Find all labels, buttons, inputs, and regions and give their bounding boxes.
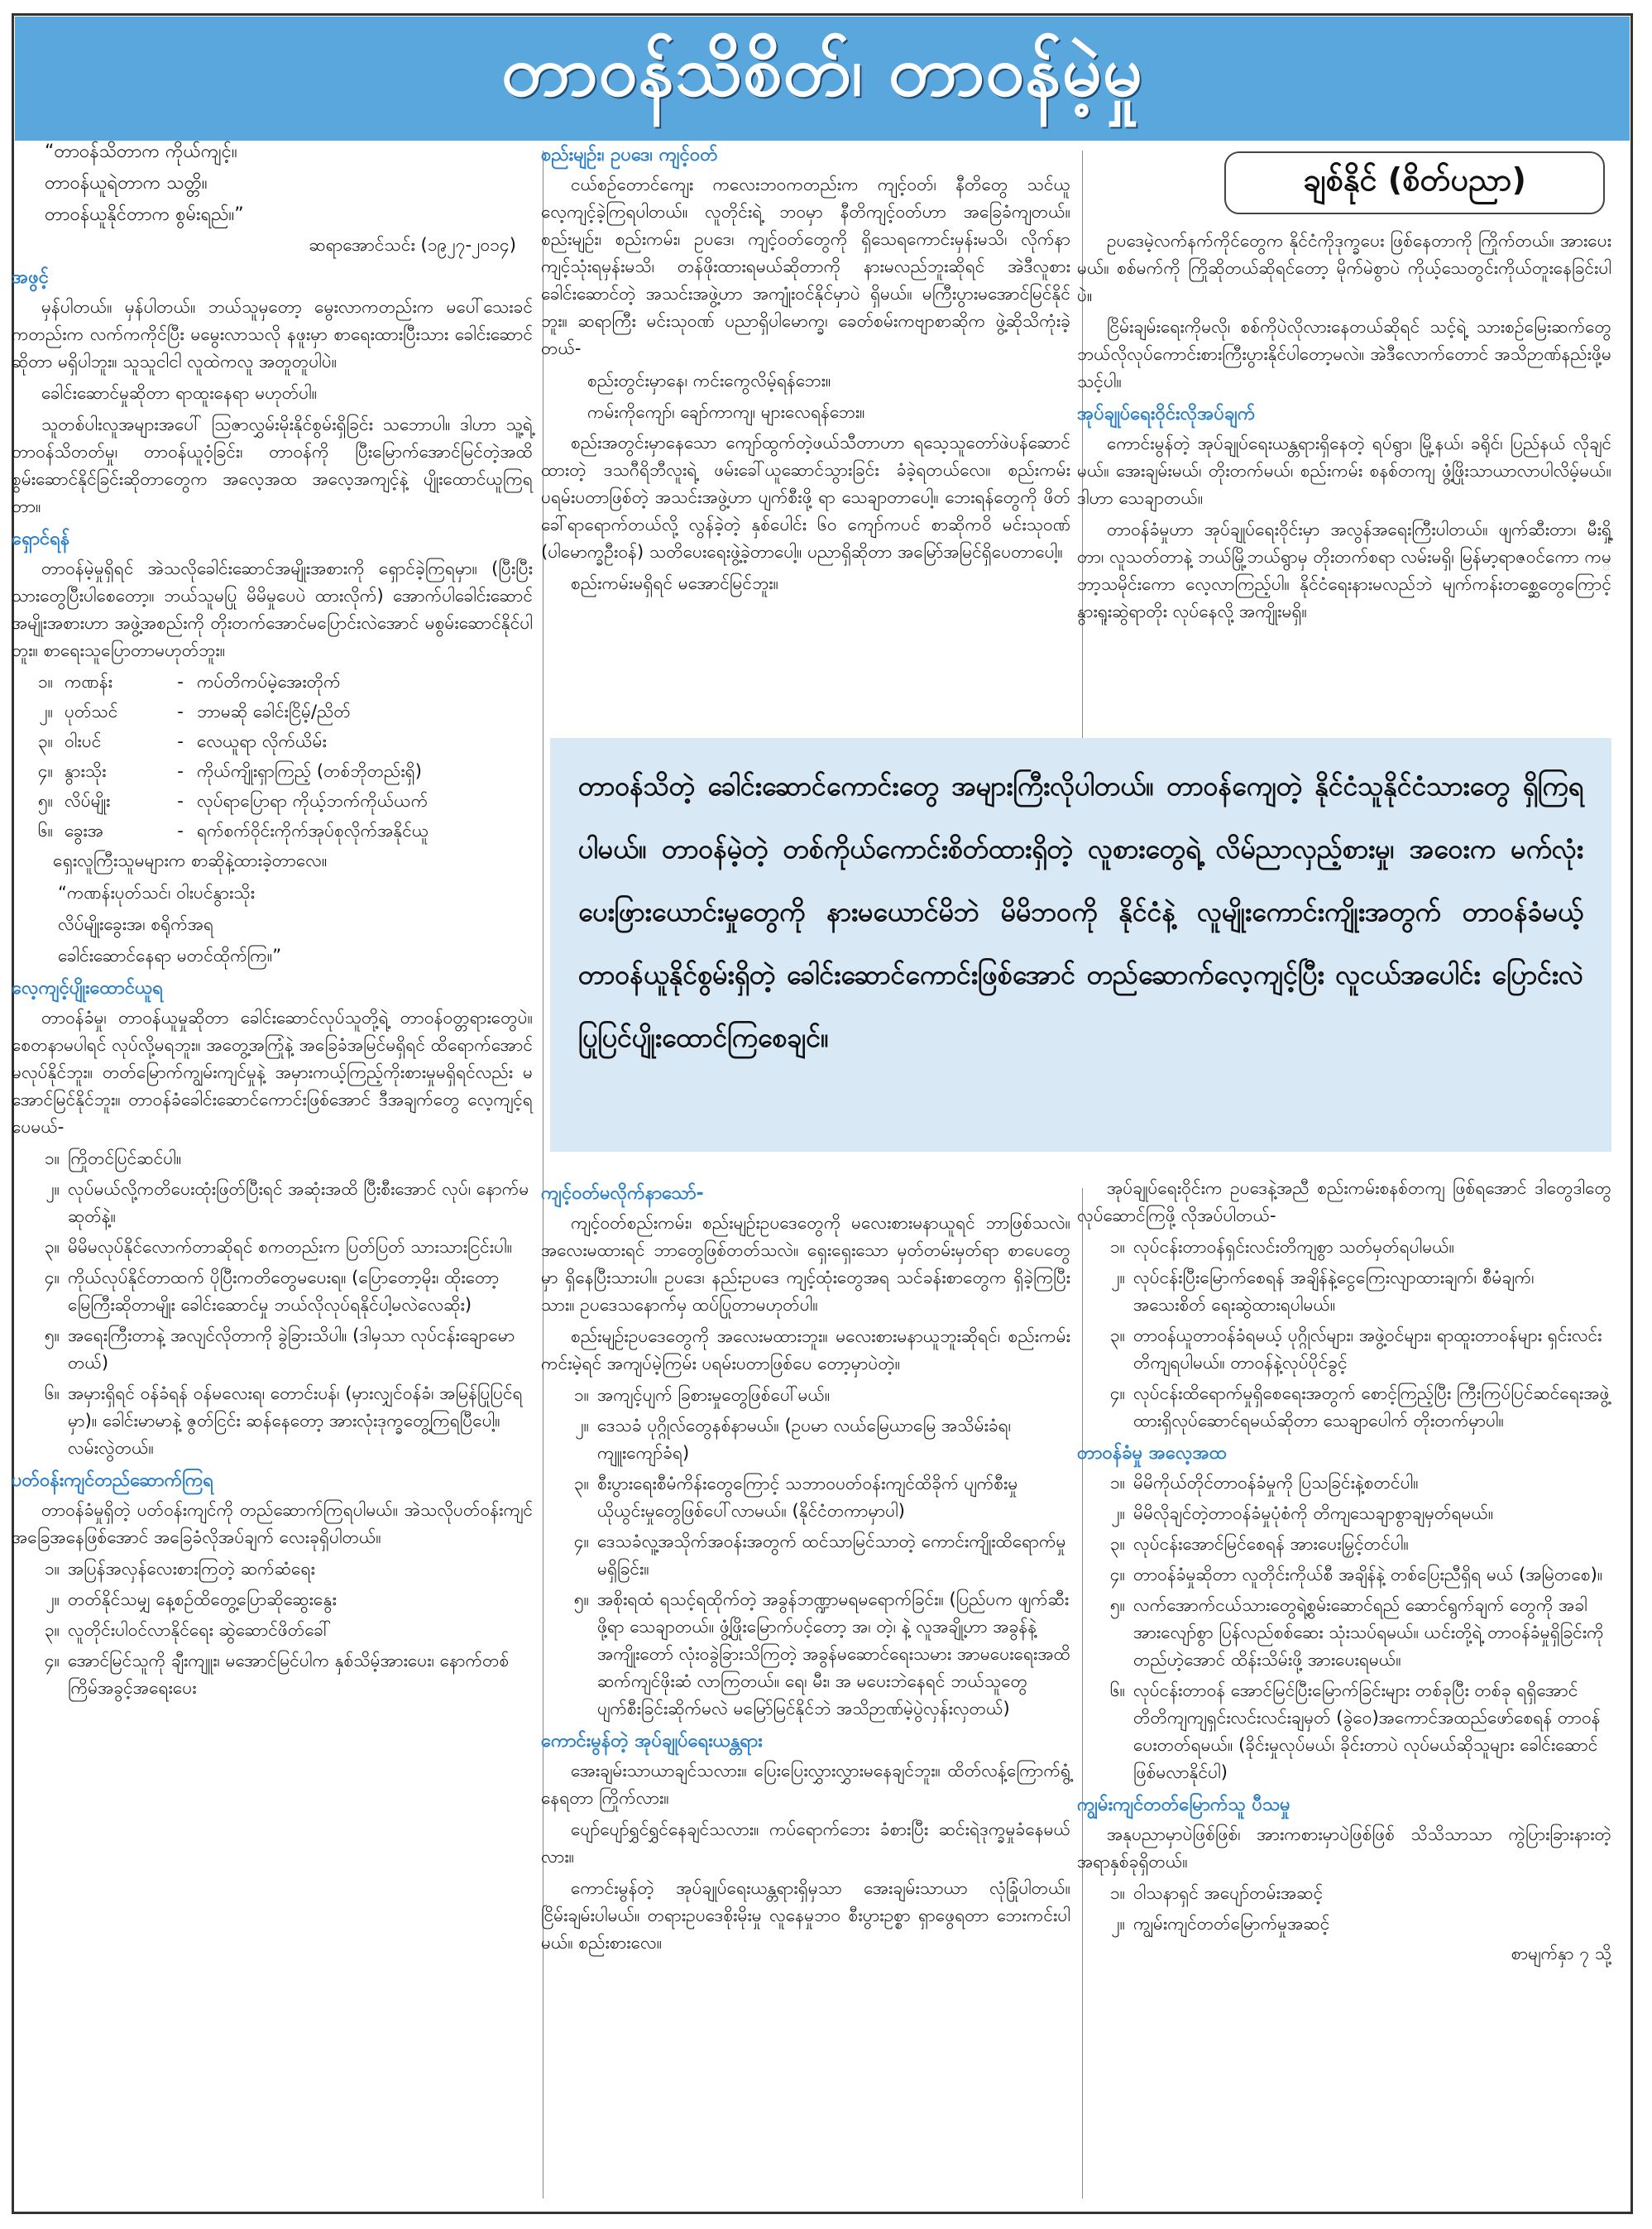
- list-item: ၃။ ဝါးပင် - လေယူရာ လိုက်ယိမ်း: [12, 728, 533, 755]
- list-item: [1077, 1264, 1611, 1319]
- paragraph: ကောင်းမွန်တဲ့ အုပ်ချုပ်ရေးယန္တရားရှိနေတဲ့ ရပ်ရွာ၊ မြို့နယ်၊ ခရိုင်၊ ပြည်နယ် လိုချင်မယ်။ အေးချမ်းမယ်၊ တိုးတက်မယ်၊ စည်းကမ်း စနစ်တကျ ဖွံ့ဖြိုးသာယာလာပါလိမ့်မယ်။ ဒါဟာ သေချာတယ်။: [1077, 434, 1611, 508]
- item-text: လုပ်မယ်လို့ကတိပေးထုံးဖြတ်ပြီးရင် အဆုံးအထိ ပြီးစီးအောင် လုပ်၊ နောက်မဆုတ်နဲ့။: [68, 1179, 529, 1226]
- paragraph: စည်းမျဉ်းဥပဒေတွေကို အလေးမထားဘူး။ မလေးစားမနာယူဘူးဆိုရင်၊ စည်းကမ်းကင်းမဲ့ရင် အကျပ်မဲ့ကြမ်း ပရမ်းပတာဖြစ်ပေ တော့မှာပဲတဲ့။: [541, 1326, 1070, 1373]
- term-value: လေယူရာ လိုက်ယိမ်း: [197, 731, 327, 751]
- item-number: ၃။: [1109, 1325, 1125, 1345]
- list-item: [1077, 1322, 1611, 1377]
- term-value: လုပ်ရာပြောရာ ကိုယ့်ဘက်ကိုယ်ယက်: [197, 791, 429, 811]
- item-number: ၄။: [37, 761, 53, 781]
- list-item: [12, 1380, 533, 1462]
- item-number: ၄။: [44, 1268, 60, 1287]
- item-number: ၄။: [1109, 1383, 1125, 1403]
- list-item: [12, 1264, 533, 1319]
- item-number: ၅။: [44, 1325, 60, 1345]
- term-label: ပုတ်သင်: [65, 702, 118, 721]
- section-heading: စည်းမျဉ်း၊ ဥပဒေ၊ ကျင့်ဝတ်: [541, 145, 718, 165]
- item-number: ၅။: [573, 1589, 589, 1609]
- item-number: ၆။: [1109, 1680, 1125, 1700]
- paragraph: သူတစ်ပါးလူအများအပေါ် ဩဇာလွှမ်းမိုးနိုင်စွမ်းရှိခြင်း သဘောပါ။ ဒါဟာ သူ့ရဲ့ တာဝန်သိတတ်မှု၊ တာဝန်ယူဝံ့ခြင်း၊ တာဝန်ကို ပြီးမြောက်အောင်မြင်တဲ့အထိ စွမ်းဆောင်နိုင်ခြင်းဆိုတာတွေက အလေ့အထ အလေ့အကျင့်နဲ့ ပျိုးထောင်ယူကြရတာ။: [12, 415, 533, 516]
- paragraph: တာဝန်ခံမှု၊ တာဝန်ယူမှုဆိုတာ ခေါင်းဆောင်လုပ်သူတို့ရဲ့ တာဝန်ဝတ္တရားတွေပဲ။ စေတနာမပါရင် လုပ်လို့မရဘူး။ အတွေ့အကြုံနဲ့ အခြေခံအမြင်မရှိရင် ထိရောက်အောင် မလုပ်နိုင်ဘူး။ တတ်မြောက်ကျွမ်းကျင်မှုနဲ့ အမှားကယ့်ကြည့်ကိုးစားမှုမရှိရင်လည်း မအောင်မြင်နိုင်ဘူး။ တာဝန်ခံခေါင်းဆောင်ကောင်းဖြစ်အောင် ဒီအချက်တွေ လေ့ကျင့်ရပေမယ်-: [12, 1008, 533, 1137]
- list-item: [541, 1586, 1070, 1723]
- column-right-top: [1077, 228, 1611, 728]
- item-number: ၆။: [44, 1383, 60, 1403]
- item-number: ၁။: [44, 1559, 60, 1579]
- term-value: ကိုယ်ကျိုးရှာကြည့် (တစ်ဘိုတည်းရှိ): [197, 761, 422, 781]
- epigraph-line: တာဝန်ယူရဲတာက သတ္တိ။: [45, 173, 208, 194]
- list-item: [12, 1617, 533, 1644]
- item-number: ၄။: [1109, 1565, 1125, 1584]
- item-number: ၄။: [573, 1532, 589, 1551]
- item-text: လုပ်ငန်းပြီးမြောက်စေရန် အချိန်နဲ့ငွေကြေးလျာထားချက်၊ စီမံချက်၊ အသေးစိတ် ရေးဆွဲထားရပါမယ်။: [1133, 1268, 1535, 1315]
- item-number: ၃။: [44, 1237, 60, 1257]
- item-number: ၁။: [1109, 1237, 1125, 1257]
- poem-line: ခေါင်းဆောင်နေရာ မတင်ထိုက်ကြ။”: [58, 946, 282, 966]
- paragraph: တာဝန်ခံမှုရှိတဲ့ ပတ်ဝန်းကျင်ကို တည်ဆောက်ကြရပါမယ်။ အဲသလိုပတ်ဝန်းကျင်အခြေအနေဖြစ်အောင် အခြေခံလိုအပ်ချက် လေးခုရှိပါတယ်။: [12, 1500, 533, 1547]
- item-text: မိမိမလုပ်နိုင်လောက်တာဆိုရင် စကတည်းက ပြတ်ပြတ် သားသားငြင်းပါ။: [68, 1237, 513, 1257]
- list-item: [541, 1412, 1070, 1467]
- item-text: ဒေသခံလူ့အသိုက်အဝန်းအတွက် ထင်သာမြင်သာတဲ့ ကောင်းကျိုးထိရောက်မှု မရှိခြင်း။: [597, 1532, 1066, 1579]
- term-value: ရက်စက်ဝိုင်းကိုက်အုပ်စုလိုက်အနိုင်ယူ: [197, 821, 429, 841]
- paragraph: ခေါင်းဆောင်မှုဆိုတာ ရာထူးနေရာ မဟုတ်ပါ။: [41, 383, 318, 403]
- item-text: တာဝန်ယူတာဝန်ခံရမယ့် ပုဂ္ဂိုလ်များ၊ အဖွဲ့ဝင်များ၊ ရာထူးတာဝန်များ ရှင်းလင်းတိကျရပါမယ်။ တာဝန်နဲ့လုပ်ပိုင်ခွင့်: [1133, 1325, 1602, 1373]
- item-text: မိမိကိုယ်တိုင်တာဝန်ခံမှုကို ပြသခြင်းနဲ့စတင်ပါ။: [1133, 1473, 1419, 1493]
- item-number: ၂။: [575, 1416, 589, 1436]
- item-number: ၃။: [44, 1620, 60, 1640]
- list-item: [541, 1382, 1070, 1409]
- item-text: လုပ်ငန်းထိရောက်မှုရှိစေရေးအတွက် စောင့်ကြည့်ပြီး ကြီးကြပ်ပြင်ဆင်ရေးအဖွဲ့ ထားရှိလုပ်ဆောင်ရမယ်ဆိုတာ သေချာပေါက် တိုးတက်မှာပါ။: [1133, 1383, 1610, 1431]
- list-item: [1077, 1677, 1611, 1786]
- list-item: [1077, 1910, 1611, 1938]
- paragraph: မှန်ပါတယ်။ မှန်ပါတယ်။ ဘယ်သူမှတော့ မွေးလာကတည်းက မပေါ်သေးခင်ကတည်းက လက်ကကိုင်ပြီး မမွေးလာသလို နဖူးမှာ စာရေးထားပြီးသား ခေါင်းဆောင် ဆိုတာ မရှိပါဘူး။ သူသူငါငါ လူထဲကလူ အတူတူပါပဲ။: [12, 297, 533, 372]
- author-byline: ချစ်နိုင် (စိတ်ပညာ): [1224, 151, 1605, 214]
- item-text: လုပ်ငန်းတာဝန်ရှင်းလင်းတိကျစွာ သတ်မှတ်ရပါမယ်။: [1133, 1237, 1454, 1257]
- list-item: [12, 1322, 533, 1377]
- item-number: ၆။: [37, 821, 53, 841]
- section-heading: တာဝန်ခံမှု အလေ့အထ: [1077, 1443, 1228, 1464]
- paragraph: ကောင်းမွန်တဲ့ အုပ်ချုပ်ရေးယန္တရားရှိမှသာ အေးချမ်းသာယာ လုံခြုံပါတယ်။ ငြိမ်းချမ်းပါမယ်။ တရားဥပဒေစိုးမိုးမှု လူနေမှုဘဝ စီးပွားဥစ္စာ ရှာဖွေရတာ ဘေးကင်းပါမယ်။ စည်းစားလေ။: [541, 1878, 1070, 1953]
- item-number: ၃။: [573, 1474, 589, 1493]
- list-item: ၆။ ခွေးအ - ရက်စက်ဝိုင်းကိုက်အုပ်စုလိုက်အနိုင်ယူ: [12, 817, 533, 845]
- list-item: [541, 1528, 1070, 1583]
- item-text: အရေးကြီးတာနဲ့ အလျင်လိုတာကို ခွဲခြားသိပါ။ (ဒါမှသာ လုပ်ငန်းချောမောတယ်): [68, 1325, 515, 1373]
- list-item: ၂။ ပုတ်သင် - ဘာမဆို ခေါင်းငြိမ့်/ညိတ်: [12, 698, 533, 726]
- item-number: ၁။: [1109, 1473, 1125, 1493]
- item-number: ၁။: [37, 672, 53, 692]
- list-item: [1077, 1469, 1611, 1497]
- paragraph: ရှေးလူကြီးသူမများက စာဆိုနဲ့ထားခဲ့တာလေ။: [53, 851, 328, 870]
- list-item: [1077, 1234, 1611, 1261]
- list-item: [12, 1234, 533, 1261]
- column-middle-top: [541, 137, 1070, 728]
- list-item: [1077, 1561, 1611, 1589]
- term-label: ခွေးအ: [65, 821, 104, 841]
- term-value: ဘာမဆို ခေါင်းငြိမ့်/ညိတ်: [197, 702, 351, 721]
- item-number: ၃။: [37, 731, 53, 751]
- list-item: [12, 1176, 533, 1230]
- item-text: ဒေသခံ ပုဂ္ဂိုလ်တွေနစ်နာမယ်။ (ဥပမာ လယ်မြေယာမြေ အသိမ်းခံရ၊ ကျူးကျော်ခံရ): [597, 1416, 1012, 1463]
- paragraph: အေးချမ်းသာယာချင်သလား။ ပြေးပြေးလွှားလွှားမနေချင်ဘူး။ ထိတ်လန့်ကြောက်ရွံ့နေရတာ ကြိုက်လား။: [541, 1761, 1070, 1808]
- item-number: ၂။: [39, 702, 53, 721]
- item-number: ၁။: [44, 1148, 60, 1168]
- list-item: [12, 1556, 533, 1583]
- item-text: တာဝန်ခံမှုဆိုတာ လူတိုင်းကိုယ်စီ အချိန်နဲ့ တစ်ပြေးညီရှိရ မယ် (အမြဲတစေ)။: [1133, 1565, 1603, 1584]
- item-text: အကျင့်ပျက် ခြစားမှုတွေဖြစ်ပေါ်မယ်။: [597, 1385, 831, 1405]
- item-number: ၂။: [1111, 1268, 1125, 1287]
- item-number: ၂။: [45, 1589, 60, 1609]
- paragraph: တာဝန်မဲ့မှုရှိရင် အဲသလိုခေါင်းဆောင်အမျိုးအစားကို ရှောင်ခဲ့ကြရမှာ။ (ပြီးပြီးသားတွေပြီးပါစေတော့။ ဘယ်သူမပြု မိမိမှုပေပဲ ထားလိုက်) အောက်ပါခေါင်းဆောင်အမျိုးအစားဟာ အဖွဲ့အစည်းကို တိုးတက်အောင်မပြောင်းလဲအောင် မစွမ်းဆောင်နိုင်ပါဘူး။ စာရေးသူပြောတာမဟုတ်ဘူး။: [12, 558, 533, 660]
- title-banner: [15, 17, 1630, 141]
- poem-line: လိပ်မျိုးခွေးအ၊ စရိုက်အရ: [58, 914, 214, 934]
- list-item: ၁။ ကဏန်း - ကပ်တိကပ်မဲ့အေးတိုက်: [12, 669, 533, 696]
- section-heading: ကောင်းမွန်တဲ့ အုပ်ချုပ်ရေးယန္တရား: [541, 1731, 763, 1752]
- paragraph: စည်းအတွင်းမှာနေသော ကျော်ထွက်တဲ့ဖယ်သီတာဟာ ရသေ့သူတော်ဖဲပန်ဆောင်ထားတဲ့ ဒသဂီရိဘီလူးရဲ့ ဖမ်းခေါ်ယူဆောင်သွားခြင်း ခံခဲ့ရတယ်လေ။ စည်းကမ်းပရမ်းပတာဖြစ်တဲ့ အသင်းအဖွဲ့ဟာ ပျက်စီးဖို့ ရာ သေချာတာပေါ့။ ဘေးရန်တွေကို ဖိတ်ခေါ်ရာရောက်တယ်လို့ လွန်ခဲ့တဲ့ နှစ်ပေါင်း ၆၀ ကျော်ကပင် စာဆိုကဝိ မင်းသုဝဏ် (ပါမောက္ခဦးဝန်) သတိပေးရေးဖွဲ့ခဲ့တာပေါ့။ ပညာရှိဆိုတာ အမြော်အမြင်ရှိပေတာပေါ့။: [541, 433, 1070, 562]
- epigraph-line: “တာဝန်သိတာက ကိုယ်ကျင့်။: [45, 141, 237, 162]
- term-label: လိပ်မျိုး: [65, 791, 111, 811]
- item-text: လုပ်ငန်းတာဝန် အောင်မြင်ပြီးမြောက်ခြင်းများ တစ်ခုပြီး တစ်ခု ရရှိအောင် တိတိကျကျရှင်းလင်းလင်းချမှတ် (ခွဲဝေ)အကောင်အထည်ဖော်စေရန် တာဝန်ပေးတတ်ရမယ်။ (ခိုင်းမှုလုပ်မယ်၊ ခိုင်းတာပဲ လုပ်မယ်ဆိုသူများ ခေါင်းဆောင် ဖြစ်မလာနိုင်ပါ): [1133, 1680, 1601, 1782]
- paragraph: ငြိမ်းချမ်းရေးကိုမလို၊ စစ်ကိုပဲလိုလားနေတယ်ဆိုရင် သင့်ရဲ့ သားစဉ်မြေးဆက်တွေ ဘယ်လိုလုပ်ကောင်းစားကြီးပွားနိုင်ပါတော့မလဲ။ အဲဒီလောက်တောင် အသိဉာဏ်နည်းဖို့မသင့်ပါ။: [1077, 317, 1611, 391]
- section-heading: အဖွင့်: [12, 267, 49, 288]
- section-heading: လေ့ကျင့်ပျိုးထောင်ယူရ: [12, 978, 164, 999]
- list-item: ၄။ နွားသိုး - ကိုယ်ကျိုးရှာကြည့် (တစ်ဘိုတည်းရှိ): [12, 758, 533, 785]
- list-item: [1077, 1880, 1611, 1907]
- paragraph: စည်းကမ်းမရှိရင် မအောင်မြင်ဘူး။: [571, 573, 778, 593]
- item-number: ၁။: [1109, 1883, 1125, 1903]
- epigraph-line: တာဝန်ယူနိုင်တာက စွမ်းရည်။”: [45, 204, 244, 225]
- item-number: ၅။: [1109, 1595, 1125, 1615]
- list-item: [1077, 1592, 1611, 1674]
- list-item: [1077, 1531, 1611, 1558]
- poem-line: “ကဏန်းပုတ်သင်၊ ဝါးပင်နွားသိုး: [58, 883, 255, 903]
- poem-line: စည်းတွင်းမှာနေ၊ ကင်းကွေလိမ့်ရန်ဘေး။: [587, 371, 831, 391]
- paragraph: ဥပဒေမဲ့လက်နက်ကိုင်တွေက နိုင်ငံကိုဒုက္ခပေး ဖြစ်နေတာကို ကြိုက်တယ်။ အားပေးမယ်။ စစ်မက်ကို ကြိုဆိုတယ်ဆိုရင်တော့ မိုက်မဲစွာပဲ ကိုယ့်သေတွင်းကိုယ်တူးနေခြင်းပါပဲ။: [1077, 231, 1611, 305]
- paragraph: ပျော်ပျော်ရွှင်ရွှင်နေချင်သလား။ ကပ်ရောက်ဘေး ခံစားပြီး ဆင်းရဲဒုက္ခမှုခံနေမယ်လား။: [541, 1819, 1070, 1867]
- section-heading: ကျင့်ဝတ်မလိုက်နာသော်-: [541, 1183, 704, 1204]
- pull-quote-text: တာဝန်သိတဲ့ ခေါင်းဆောင်ကောင်းတွေ အများကြီးလိုပါတယ်။ တာဝန်ကျေတဲ့ နိုင်ငံသူနိုင်ငံသားတွေ ရှိကြရပါမယ်။ တာဝန်မဲ့တဲ့ တစ်ကိုယ်ကောင်းစိတ်ထားရှိတဲ့ လူစားတွေရဲ့ လိမ်ညာလှည့်စားမှု၊ အဝေးက မက်လုံးပေးဖြားယောင်းမှုတွေကို နားမယောင်မိဘဲ မိမိဘဝကို နိုင်ငံနဲ့ လူမျိုးကောင်းကျိုးအတွက် တာဝန်ခံမယ့် တာဝန်ယူနိုင်စွမ်းရှိတဲ့ ခေါင်းဆောင်ကောင်းဖြစ်အောင် တည်ဆောက်လေ့ကျင့်ပြီး လူငယ်အပေါင်း ပြောင်းလဲပြုပြင်ပျိုးထောင်ကြစေချင်။: [578, 770, 1583, 1053]
- pull-quote-box: [550, 738, 1611, 1152]
- item-text: လူတိုင်းပါဝင်လာနိုင်ရေး ဆွဲဆောင်ဖိတ်ခေါ်: [68, 1620, 332, 1640]
- section-heading: ပတ်ဝန်းကျင်တည်ဆောက်ကြရ: [12, 1470, 213, 1491]
- list-item: [12, 1647, 533, 1702]
- item-number: ၃။: [1109, 1534, 1125, 1554]
- section-heading: ကျွမ်းကျင်တတ်မြောက်သူ ပီသမှု: [1077, 1795, 1290, 1815]
- list-item: [12, 1586, 533, 1613]
- column-right-bottom: [1077, 1175, 1611, 2188]
- list-item: [1077, 1380, 1611, 1435]
- item-text: လက်အောက်ငယ်သားတွေရဲ့စွမ်းဆောင်ရည် ဆောင်ရွက်ချက် တွေကို အခါအားလျော်စွာ ပြန်လည်စစ်ဆေး သုံးသပ်ရမယ်။ ယင်းတို့ရဲ့ တာဝန်ခံမှုရှိခြင်းကို တည်ဟဲ့အောင် ထိန်းသိမ်းဖို့ အားပေးရမယ်။: [1133, 1595, 1604, 1670]
- item-text: ကျွမ်းကျင်တတ်မြောက်မှုအဆင့်: [1133, 1914, 1330, 1934]
- column-middle-bottom: [541, 1175, 1070, 2188]
- epigraph-citation: ဆရာအောင်သင်း (၁၉၂၇-၂၀၁၄): [309, 235, 516, 255]
- term-label: နွားသိုး: [65, 761, 107, 781]
- item-number: ၂။: [45, 1179, 60, 1199]
- item-text: ကိုယ်လုပ်နိုင်တာထက် ပိုပြီးကတိတွေမပေးရ။ (ပြောတော့မိုး၊ ထိုးတော့မြေကြီးဆိုတာမျိုး ခေါင်းဆောင်မှု ဘယ်လိုလုပ်ရနိုင်ပါ့မလဲလေဆိုး): [68, 1268, 500, 1315]
- item-number: ၄။: [44, 1651, 60, 1671]
- term-value: ကပ်တိကပ်မဲ့အေးတိုက်: [197, 672, 341, 692]
- paragraph: အုပ်ချုပ်ရေးဝိုင်းက ဥပဒေနဲ့အညီ စည်းကမ်းစနစ်တကျ ဖြစ်ရအောင် ဒါတွေဒါတွေ လုပ်ဆောင်ကြဖို့ လိုအပ်ပါတယ်-: [1077, 1178, 1611, 1225]
- paragraph: တာဝန်ခံမှုဟာ အုပ်ချုပ်ရေးဝိုင်းမှာ အလွန်အရေးကြီးပါတယ်။ ဖျက်ဆီးတာ၊ မီးရှို့တာ၊ လူသတ်တာနဲ့ ဘယ်မြို့ဘယ်ရွာမှ တိုးတက်စရာ လမ်းမရှိ၊ မြန်မာ့ရာဇဝင်ကော ကမ္ဘာ့သမိုင်းကော လေ့လာကြည့်ပါ။ နိုင်ငံရေးနားမလည်ဘဲ မျက်ကန်းတစ္ဆေတွေကြောင့် နွားရူးဆွဲရာတိုး လုပ်နေလို့ အကျိုးမရှိ။: [1077, 520, 1611, 621]
- term-label: ကဏန်း: [65, 672, 113, 692]
- continued-on-page: စာမျက်နှာ ၇ သို့: [1511, 1944, 1611, 1963]
- paragraph: ငယ်စဉ်တောင်ကျေး ကလေးဘဝကတည်းက ကျင့်ဝတ်၊ နီတိတွေ သင်ယူလေ့ကျင့်ခဲ့ကြရပါတယ်။ လူတိုင်းရဲ့ ဘဝမှာ နီတိကျင့်ဝတ်ဟာ အခြေခံကျတယ်။ စည်းမျဉ်း၊ စည်းကမ်း၊ ဥပဒေ၊ ကျင့်ဝတ်တွေကို ရှိသေရကောင်းမှန်းမသိ၊ လိုက်နာကျင့်သုံးရမှန်းမသိ၊ တန်ဖိုးထားရမယ်ဆိုတာကို နားမလည်ဘူးဆိုရင် အဲဒီလူစားခေါင်းဆောင်တဲ့ အသင်းအဖွဲ့ဟာ အကျုံးဝင်နိုင်မှာပဲ ရှိမယ်။ မကြီးပွားမအောင်မြင်နိုင်ဘူး။ ဆရာကြီး မင်းသုဝဏ် ပညာရှိပါမောက္ခ၊ ခေတ်စမ်းကဗျာစာဆိုက ဖွဲ့ဆိုသိကုံးခဲ့တယ်-: [541, 175, 1070, 358]
- item-number: ၅။: [37, 791, 53, 811]
- item-text: ဝါသနာရှင် အပျော်တမ်းအဆင့်: [1133, 1883, 1324, 1903]
- item-text: အစိုးရထံ ရသင့်ရထိုက်တဲ့ အခွန်ဘဏ္ဍာမရမရောက်ခြင်း။ (ပြည်ပက ဖျက်ဆီးဖို့ရာ သေချာတယ်။ ဖွံ့ဖြိုးမြောက်ပင့်တော့ အ၊ တဲ့၊ နဲ့ လူအချို့ဟာ အခွန်နဲ့ အကျိုးတော် လုံးဝခွဲခြားသိကြတဲ့ အခွန်မဆောင်ရေးသမား အာမပေးရေးအထိ ဆက်ကျင်ဖိုးဆံ လာကြတယ်။ ရေ၊ မီး၊ အ မပေးဘဲနေရင် ဘယ်သူတွေ ပျက်စီးခြင်းဆိုက်မလဲ မမြော်မြင်နိုင်ဘဲ အသိဉာဏ်မဲ့ပွဲလှန်းလှတယ်): [597, 1589, 1070, 1718]
- item-text: မိမိလိုချင်တဲ့တာဝန်ခံမှုပုံစံကို တိကျသေချာစွာချမှတ်ရမယ်။: [1133, 1503, 1494, 1523]
- list-item: ၅။ လိပ်မျိုး - လုပ်ရာပြောရာ ကိုယ့်ဘက်ကိုယ်ယက်: [12, 788, 533, 815]
- poem-line: ကမ်းကိုကျော်၊ ချော်ကာကျ၊ များလေရန်ဘေး။: [587, 402, 865, 422]
- page-title: တာဝန်သိစိတ်၊ တာဝန်မဲ့မှု: [501, 31, 1143, 112]
- paragraph: အနုပညာမှာပဲဖြစ်ဖြစ်၊ အားကစားမှာပဲဖြစ်ဖြစ် သိသိသာသာ ကွဲပြားခြားနားတဲ့ အရာနှစ်ခုရှိတယ်။: [1077, 1824, 1611, 1872]
- item-number: ၂။: [1111, 1914, 1125, 1934]
- item-text: ကြိုတင်ပြင်ဆင်ပါ။: [68, 1148, 182, 1168]
- list-item: [12, 1145, 533, 1172]
- list-item: [541, 1470, 1070, 1525]
- item-text: လုပ်ငန်းအောင်မြင်စေရန် အားပေးမြှင့်တင်ပါ။: [1133, 1534, 1409, 1554]
- item-number: ၂။: [1111, 1503, 1125, 1523]
- item-text: တတ်နိုင်သမျှ နေ့စဉ်ထိတွေ့ပြောဆိုဆွေးနွေး: [68, 1589, 337, 1609]
- item-number: ၁။: [573, 1385, 589, 1405]
- item-text: အမှားရှိရင် ဝန်ခံရန် ဝန်မလေးရ၊ တောင်းပန်၊ (မှားလျှင်ဝန်ခံ၊ အမြန်ပြုပြင်ရမှာ)။ ခေါင်းမာမာနဲ့ ဇွတ်ငြင်း ဆန်နေတော့ အားလုံးဒုက္ခတွေ့ကြရပြီပေါ့။ လမ်းလွဲတယ်။: [68, 1383, 523, 1458]
- term-label: ဝါးပင်: [65, 731, 102, 751]
- item-text: စီးပွားရေးစီမံကိန်းတွေကြောင့် သဘာဝပတ်ဝန်းကျင်ထိခိုက် ပျက်စီးမှု ယိုယွင်းမှုတွေဖြစ်ပေါ်လာမယ်။ (နိုင်ငံတကာမှာပါ): [597, 1474, 1018, 1521]
- list-item: [1077, 1500, 1611, 1527]
- section-heading: ရှောင်ရန်: [12, 529, 70, 549]
- paragraph: ကျင့်ဝတ်စည်းကမ်း၊ စည်းမျဉ်းဥပဒေတွေကို မလေးစားမနာယူရင် ဘာဖြစ်သလဲ။ အလေးမထားရင် ဘာတွေဖြစ်တတ်သလဲ။ ရှေးရှေးသော မှတ်တမ်းမှတ်ရာ စာပေတွေမှာ ရှိနေပြီးသားပါ။ ဥပဒေ၊ နည်းဥပဒေ ကျင့်ထုံးတွေအရ သင်ခန်းစာတွေက ရှိခဲ့ကြပြီးသား။ ဥပဒေသနောက်မှ ထပ်ပြုတာမဟုတ်ပါ။: [541, 1213, 1070, 1315]
- section-heading: အုပ်ချုပ်ရေးဝိုင်းလိုအပ်ချက်: [1077, 404, 1256, 424]
- item-text: အပြန်အလှန်လေးစားကြတဲ့ ဆက်ဆံရေး: [68, 1559, 315, 1579]
- column-left: [12, 137, 533, 2188]
- item-text: အောင်မြင်သူကို ချီးကျူး၊ မအောင်မြင်ပါက နှစ်သိမ့်အားပေး၊ နောက်တစ်ကြိမ်အခွင့်အရေးပေး: [68, 1651, 510, 1698]
